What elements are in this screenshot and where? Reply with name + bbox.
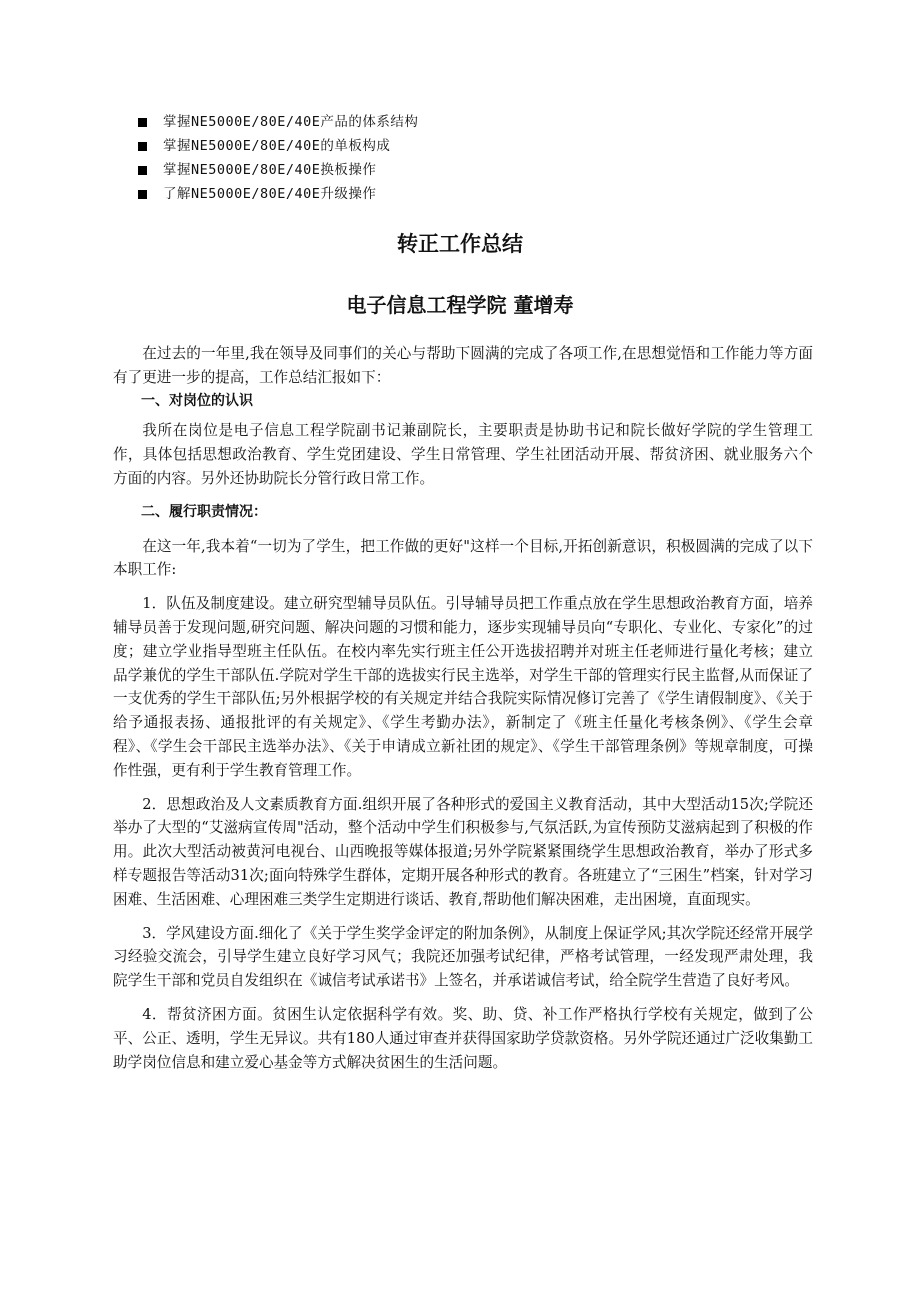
list-item [138,110,418,134]
list-item [138,134,418,158]
body-paragraph: 2．思想政治及人文素质教育方面.组织开展了各种形式的爱国主义教育活动，其中大型活动15次;学院还举办了大型的“艾滋病宣传周"活动，整个活动中学生们积极参与,气氛活跃,为宣传预防艾滋病起到了积极的作用。此次大型活动被黄河电视台、山西晚报等媒体报道;另外学院紧紧围绕学生思想政治教育，举办了形式多样专题报告等活动31次;面向特殊学生群体，定期开展各种形式的教育。各班建立了“三困生”档案，针对学习困难、生活困难、心理困难三类学生定期进行谈话、教育,帮助他们解决困难，走出困境，直面现实。 [113,795,813,908]
section-heading: 一、对岗位的认识 [141,392,253,409]
square-bullet-icon [138,142,147,151]
list-item-text: 掌握NE5000E/80E/40E的单板构成 [163,138,391,154]
document-body [113,342,813,1074]
square-bullet-icon [138,166,147,175]
objectives-list [138,110,418,206]
list-item [138,182,418,206]
document-title: 转正工作总结 [397,232,523,256]
intro-paragraph: 在过去的一年里,我在领导及同事们的关心与帮助下圆满的完成了各项工作,在思想觉悟和工作能力等方面有了更进一步的提高，工作总结汇报如下： [113,345,813,386]
list-item-text: 了解NE5000E/80E/40E升级操作 [163,186,377,202]
body-paragraph: 3．学风建设方面.细化了《关于学生奖学金评定的附加条例》，从制度上保证学风;其次学院还经常开展学习经验交流会，引导学生建立良好学习风气；我院还加强考试纪律，严格考试管理，一经发现严肃处理，我院学生干部和党员自发组织在《诚信考试承诺书》上签名，并承诺诚信考试，给全院学生营造了良好考风。 [113,924,813,990]
body-paragraph: 在这一年,我本着“一切为了学生，把工作做的更好"这样一个目标,开拓创新意识，积极圆满的完成了以下本职工作: [113,537,813,579]
document-author: 电子信息工程学院 董增寿 [346,293,574,317]
square-bullet-icon [138,190,147,199]
body-paragraph: 1．队伍及制度建设。建立研究型辅导员队伍。引导辅导员把工作重点放在学生思想政治教育方面，培养辅导员善于发现问题,研究问题、解决问题的习惯和能力，逐步实现辅导员向“专职化、专业化、专家化”的过度；建立学业指导型班主任队伍。在校内率先实行班主任公开选拔招聘并对班主任老师进行量化考核；建立品学兼优的学生干部队伍.学院对学生干部的选拔实行民主选举，对学生干部的管理实行民主监督,从而保证了一支优秀的学生干部队伍;另外根据学校的有关规定并结合我院实际情况修订完善了《学生请假制度》、《关于给予通报表扬、通报批评的有关规定》、《学生考勤办法》，新制定了《班主任量化考核条例》、《学生会章程》、《学生会干部民主选举办法》、《关于申请成立新社团的规定》、《学生干部管理条例》等规章制度，可操作性强，更有利于学生教育管理工作。 [113,595,813,779]
section-heading: 二、履行职责情况： [141,503,267,520]
list-item-text: 掌握NE5000E/80E/40E产品的体系结构 [163,114,419,130]
list-item-text: 掌握NE5000E/80E/40E换板操作 [163,162,377,178]
square-bullet-icon [138,118,147,127]
body-paragraph: 4．帮贫济困方面。贫困生认定依据科学有效。奖、助、贷、补工作严格执行学校有关规定，做到了公平、公正、透明，学生无异议。共有180人通过审查并获得国家助学贷款资格。另外学院还通过广泛收集勤工助学岗位信息和建立爱心基金等方式解决贫困生的生活问题。 [113,1005,813,1071]
body-paragraph: 我所在岗位是电子信息工程学院副书记兼副院长，主要职责是协助书记和院长做好学院的学生管理工作，具体包括思想政治教育、学生党团建设、学生日常管理、学生社团活动开展、帮贫济困、就业服务六个方面的内容。另外还协助院长分管行政日常工作。 [113,422,813,487]
list-item [138,158,418,182]
